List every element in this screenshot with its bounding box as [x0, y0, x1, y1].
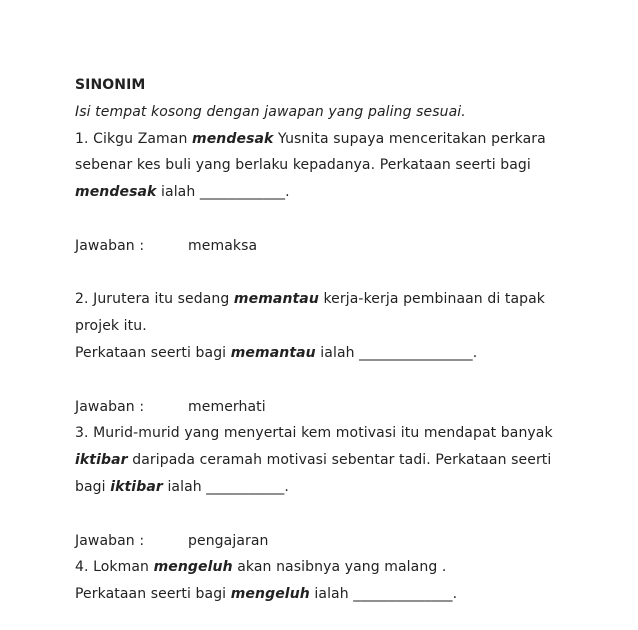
question-2-keyword: memantau: [233, 291, 319, 308]
spacer: [75, 501, 615, 528]
question-2-line-2: projek itu.: [75, 318, 147, 335]
worksheet: [75, 72, 615, 608]
question-4-text: Perkataan seerti bagi: [75, 586, 231, 603]
question-4-blank: ialah ______________.: [309, 586, 458, 603]
worksheet-title: SINONIM: [75, 77, 146, 93]
question-4-keyword: mengeluh: [230, 586, 310, 603]
question-2-blank: ialah ________________.: [315, 344, 478, 361]
question-1-line-3: [75, 179, 615, 206]
question-1-line-2: sebenar kes buli yang berlaku kepadanya. Perkataan seerti bagi: [75, 157, 531, 174]
question-1-text: Yusnita supaya menceritakan perkara: [273, 130, 546, 147]
question-1-line-1: [75, 126, 615, 153]
question-2-text: 2. Jurutera itu sedang: [75, 291, 234, 308]
question-3-text: daripada ceramah motivasi sebentar tadi. Perkataan seerti: [127, 452, 552, 469]
answer-3: [75, 528, 615, 555]
question-2-keyword: memantau: [230, 344, 316, 361]
question-3-line-2: [75, 447, 615, 474]
answer-label: Jawaban :: [75, 237, 145, 254]
question-3-keyword: iktibar: [110, 478, 163, 495]
question-4-text: 4. Lokman: [75, 559, 154, 576]
question-2-line-3: [75, 340, 615, 367]
spacer: [75, 260, 615, 287]
spacer: [75, 206, 615, 233]
question-4-line-2: [75, 581, 615, 608]
question-4-text: akan nasibnya yang malang .: [232, 559, 447, 576]
question-3-text: bagi: [75, 478, 111, 495]
question-3-line-1: 3. Murid-murid yang menyertai kem motivasi itu mendapat banyak: [75, 425, 553, 442]
answer-2-value: memerhati: [188, 398, 266, 415]
answer-2: [75, 394, 615, 421]
question-1-blank: ialah ____________.: [156, 184, 290, 201]
question-1-text: 1. Cikgu Zaman: [75, 130, 192, 147]
question-2-text: Perkataan seerti bagi: [75, 344, 231, 361]
question-2-line-1: [75, 286, 615, 313]
answer-3-value: pengajaran: [188, 532, 269, 549]
question-1-keyword: mendesak: [192, 130, 274, 147]
question-3-blank: ialah ___________.: [162, 478, 289, 495]
question-4-line-1: [75, 554, 615, 581]
answer-label: Jawaban :: [75, 532, 145, 549]
spacer: [75, 367, 615, 394]
instruction-text: Isi tempat kosong dengan jawapan yang paling sesuai.: [75, 103, 466, 120]
question-3-line-3: [75, 474, 615, 501]
answer-label: Jawaban :: [75, 398, 145, 415]
question-1-keyword: mendesak: [75, 184, 157, 201]
question-3-keyword: iktibar: [75, 452, 128, 469]
answer-1-value: memaksa: [188, 237, 258, 254]
question-4-keyword: mengeluh: [153, 559, 233, 576]
answer-1: [75, 233, 615, 260]
question-2-text: kerja-kerja pembinaan di tapak: [318, 291, 546, 308]
